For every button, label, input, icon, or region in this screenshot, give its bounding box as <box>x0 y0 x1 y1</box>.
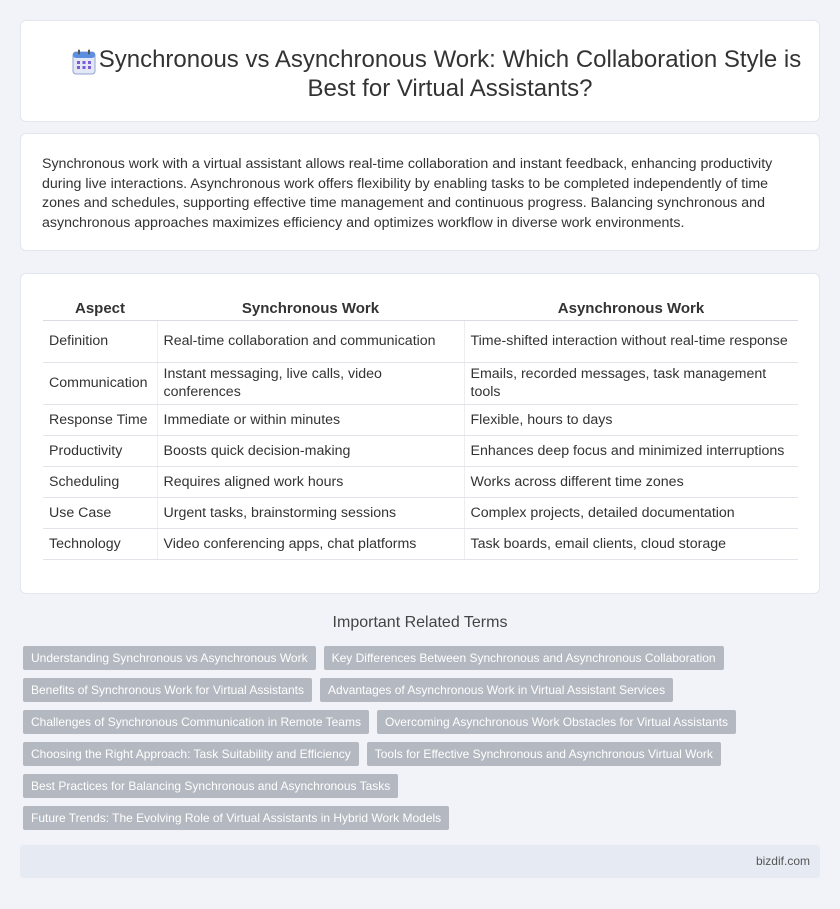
title-card <box>20 20 820 122</box>
table-row <box>43 497 798 528</box>
related-term-tag[interactable]: Understanding Synchronous vs Asynchronous Work <box>23 646 316 670</box>
comparison-card <box>20 273 820 594</box>
cell-aspect: Communication <box>43 362 157 404</box>
cell-synchronous: Real-time collaboration and communication <box>157 320 464 362</box>
related-term-tag[interactable]: Advantages of Asynchronous Work in Virtual Assistant Services <box>320 678 673 702</box>
related-term-tag[interactable]: Choosing the Right Approach: Task Suitability and Efficiency <box>23 742 359 766</box>
cell-asynchronous: Flexible, hours to days <box>464 404 798 435</box>
related-term-tag[interactable]: Challenges of Synchronous Communication in Remote Teams <box>23 710 369 734</box>
cell-aspect: Scheduling <box>43 466 157 497</box>
cell-aspect: Technology <box>43 528 157 559</box>
related-terms-heading: Important Related Terms <box>332 614 508 631</box>
related-term-tag[interactable]: Future Trends: The Evolving Role of Virtual Assistants in Hybrid Work Models <box>23 806 449 830</box>
cell-synchronous: Immediate or within minutes <box>157 404 464 435</box>
table-row <box>43 435 798 466</box>
intro-card <box>20 133 820 251</box>
cell-asynchronous: Works across different time zones <box>464 466 798 497</box>
footer-brand[interactable]: bizdif.com <box>755 854 810 868</box>
related-term-tag[interactable]: Tools for Effective Synchronous and Asynchronous Virtual Work <box>367 742 721 766</box>
cell-aspect: Productivity <box>43 435 157 466</box>
table-row <box>43 528 798 559</box>
cell-synchronous: Requires aligned work hours <box>157 466 464 497</box>
cell-synchronous: Urgent tasks, brainstorming sessions <box>157 497 464 528</box>
intro-paragraph: Synchronous work with a virtual assistant allows real-time collaboration and instant feedback, enhancing productivity during live interactions. Asynchronous work offers flexibility by enabling tasks to be completed independently of time zones and schedules, supporting effective time management and continuous progress. Balancing synchronous and asynchronous approaches maximizes efficiency and optimizes workflow in diverse work environments. <box>42 156 773 231</box>
related-term-tag[interactable]: Best Practices for Balancing Synchronous and Asynchronous Tasks <box>23 774 398 798</box>
table-row <box>43 404 798 435</box>
cell-synchronous: Video conferencing apps, chat platforms <box>157 528 464 559</box>
page-title: Synchronous vs Asynchronous Work: Which Collaboration Style is Best for Virtual Assistants? <box>98 46 802 102</box>
cell-aspect: Use Case <box>43 497 157 528</box>
cell-asynchronous: Emails, recorded messages, task management tools <box>464 362 798 404</box>
cell-synchronous: Boosts quick decision-making <box>157 435 464 466</box>
related-term-tag[interactable]: Overcoming Asynchronous Work Obstacles for Virtual Assistants <box>377 710 736 734</box>
cell-asynchronous: Time-shifted interaction without real-time response <box>464 320 798 362</box>
cell-aspect: Definition <box>43 320 157 362</box>
table-row <box>43 362 798 404</box>
related-terms-list <box>23 646 823 838</box>
header-asynchronous: Asynchronous Work <box>464 298 798 320</box>
table-header-row <box>43 298 798 320</box>
cell-synchronous: Instant messaging, live calls, video conferences <box>157 362 464 404</box>
cell-asynchronous: Task boards, email clients, cloud storage <box>464 528 798 559</box>
cell-asynchronous: Enhances deep focus and minimized interruptions <box>464 435 798 466</box>
header-synchronous: Synchronous Work <box>157 298 464 320</box>
cell-asynchronous: Complex projects, detailed documentation <box>464 497 798 528</box>
header-aspect: Aspect <box>43 298 157 320</box>
related-term-tag[interactable]: Benefits of Synchronous Work for Virtual Assistants <box>23 678 312 702</box>
cell-aspect: Response Time <box>43 404 157 435</box>
table-row <box>43 320 798 362</box>
comparison-table <box>43 298 798 560</box>
table-row <box>43 466 798 497</box>
related-term-tag[interactable]: Key Differences Between Synchronous and Asynchronous Collaboration <box>324 646 724 670</box>
footer <box>20 845 820 878</box>
